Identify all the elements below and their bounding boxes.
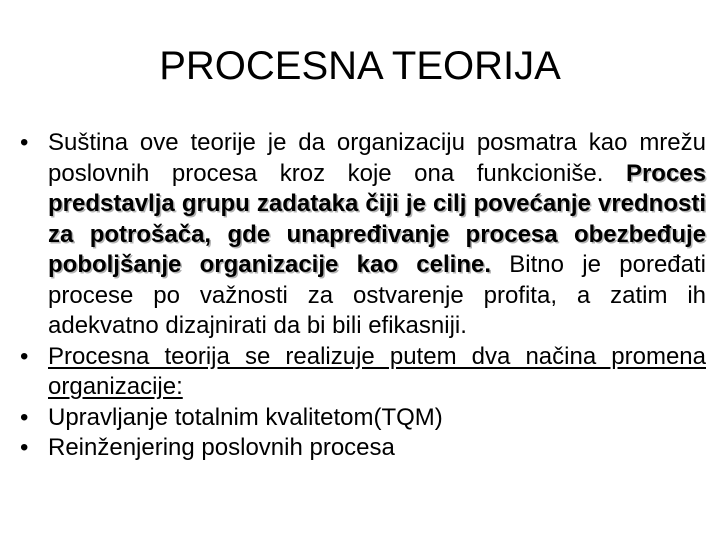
bullet-text-outro: Bitno je porеđati procese po važnosti za ostvarenje profita, a zatim ih adekvatno dizajnirati da bi bili efikasniji.	[48, 251, 706, 339]
bullet-list	[0, 128, 720, 464]
bullet-text-intro: Suština ove teorije je da organizaciju posmatra kao mrežu poslovnih procesa kroz koje ona funkcioniše.	[48, 129, 706, 187]
bullet-text-tqm: Upravljanje totalnim kvalitetom(TQM)	[48, 403, 443, 431]
bullet-text-reengineering: Reinženjering poslovnih procesa	[48, 434, 395, 461]
bullet-item-tqm	[0, 403, 720, 434]
slide-title: PROCESNA TEORIJA	[159, 44, 561, 88]
bullet-item-realization	[0, 342, 720, 403]
bullet-item-reengineering	[0, 433, 720, 464]
bullet-item-definition	[0, 128, 720, 342]
bullet-text-realization: Procesna teorija se realizuje putem dva načina promena organizacije:	[48, 342, 706, 400]
bullet-text-emphasis: Proces predstavlja grupu zadataka čiji je cilj povećanje vrednosti za potrošača, gde unapređivanje procesa obezbeđuje poboljšanje organizacije kao celine.	[48, 159, 706, 278]
